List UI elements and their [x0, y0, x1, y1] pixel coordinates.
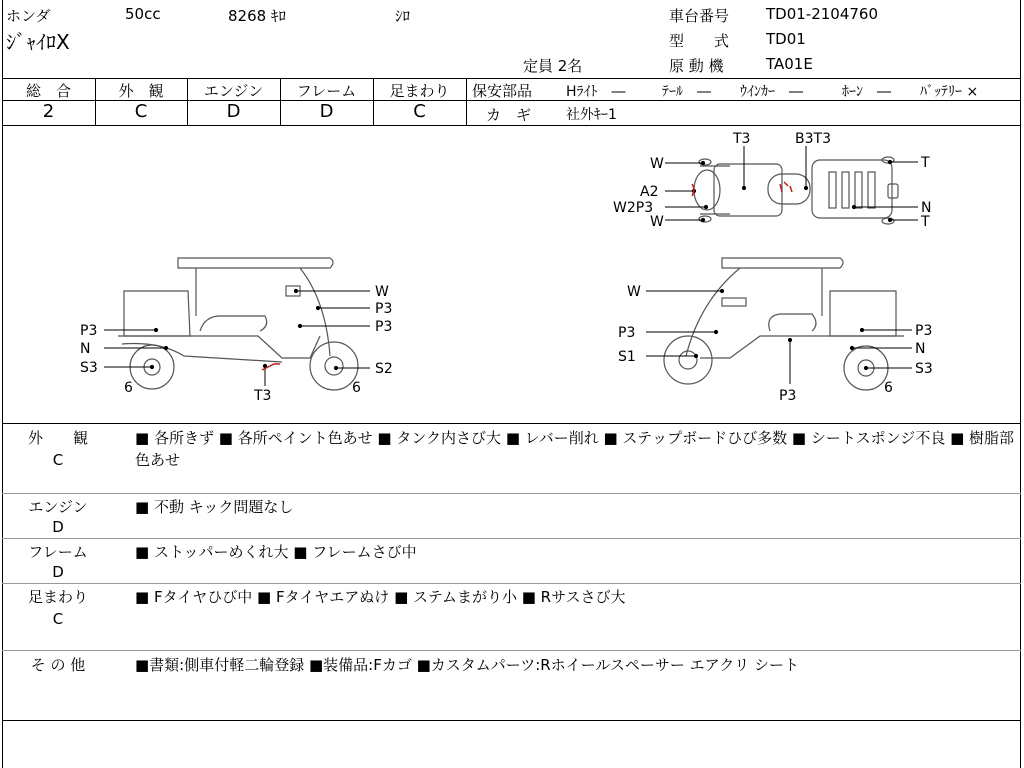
label-right-p3c: P3	[915, 323, 933, 339]
grade-head-suspension: 足まわり	[389, 82, 450, 100]
engine-label: 原 動 機	[669, 57, 724, 75]
divider-section-2	[2, 538, 1021, 539]
divider-section-1	[2, 493, 1021, 494]
divider-diagram	[2, 423, 1021, 424]
grade-frame: D	[319, 101, 334, 122]
displacement: 50cc	[125, 5, 161, 23]
top-view-scooter	[694, 157, 898, 224]
frame-no-label: 車台番号	[669, 7, 730, 25]
key-value: 社外ｷｰ1	[566, 107, 617, 123]
grade-suspension: C	[413, 101, 426, 122]
label-right-s3: S3	[915, 361, 933, 377]
right-view-scooter	[664, 258, 904, 390]
capacity: 定員 2名	[523, 57, 583, 75]
mileage: 8268 ｷﾛ	[228, 7, 286, 25]
grade-head-frame: フレーム	[296, 82, 357, 100]
grade-exterior: C	[134, 101, 148, 122]
red-marks	[262, 182, 792, 370]
section-frame-grade: D	[52, 563, 64, 581]
maker: ホンダ	[6, 7, 51, 25]
label-left-p3c: P3	[80, 323, 98, 339]
label-right-p3b: P3	[779, 388, 797, 404]
section-other-text: ■書類:側車付軽二輪登録 ■装備品:Fカゴ ■カスタムパーツ:Rホイールスペーサー エアクリ シート	[135, 656, 800, 674]
section-engine-grade: D	[52, 518, 64, 536]
label-top-a2: A2	[640, 184, 659, 200]
section-engine-label: エンジン	[28, 498, 88, 516]
model-name: ｼﾞｬｲﾛX	[6, 30, 70, 54]
type-label: 型 式	[669, 32, 730, 50]
divider-section-4	[2, 650, 1021, 651]
divider-section-5	[2, 720, 1021, 721]
section-frame-label: フレーム	[28, 543, 88, 561]
section-suspension-grade: C	[52, 610, 64, 628]
divider-header	[2, 78, 1021, 79]
grade-engine: D	[226, 101, 241, 122]
safety-battery: ﾊﾞｯﾃﾘｰ ×	[920, 84, 979, 100]
label-top-t2: T	[921, 214, 930, 230]
section-suspension-text: ■ Fタイヤひび中 ■ Fタイヤエアぬけ ■ ステムまがり小 ■ Rサスさび大	[135, 588, 626, 606]
grade-head-engine: エンジン	[203, 82, 264, 100]
divider-section-3	[2, 583, 1021, 584]
label-right-n: N	[915, 341, 926, 357]
safety-horn: ﾎｰﾝ ―	[842, 84, 891, 100]
section-other-label: そ の 他	[30, 656, 86, 674]
label-left-s2: S2	[375, 361, 393, 377]
grade-head-total: 総 合	[25, 82, 71, 100]
label-left-6b: 6	[352, 380, 361, 396]
damage-diagram	[0, 126, 1024, 423]
label-right-s1: S1	[618, 349, 636, 365]
label-left-t3: T3	[254, 388, 272, 404]
label-left-6a: 6	[124, 380, 133, 396]
label-top-t3: T3	[733, 131, 751, 147]
label-left-w: W	[375, 284, 389, 300]
key-label: カ ギ	[486, 106, 532, 124]
label-top-t1: T	[921, 155, 930, 171]
label-right-w: W	[627, 284, 641, 300]
section-frame-text: ■ ストッパーめくれ大 ■ フレームさび中	[135, 543, 417, 561]
section-exterior-grade: C	[52, 451, 64, 469]
section-engine-text: ■ 不動 キック問題なし	[135, 498, 294, 516]
engine-value: TA01E	[766, 55, 813, 73]
label-right-p3a: P3	[618, 325, 636, 341]
section-exterior-text: ■ 各所きず ■ 各所ペイント色あせ ■ タンク内さび大 ■ レバー削れ ■ ステップボードひび多数 ■ シートスポンジ不良 ■ 樹脂部色あせ	[135, 429, 1015, 469]
label-top-w2p3: W2P3	[613, 200, 654, 216]
label-right-6: 6	[884, 380, 893, 396]
label-left-p3a: P3	[375, 301, 393, 317]
label-left-s3: S3	[80, 360, 98, 376]
label-left-p3b: P3	[375, 319, 393, 335]
label-top-n: N	[921, 200, 932, 216]
grade-total: 2	[42, 101, 55, 122]
safety-winker: ｳｲﾝｶｰ ―	[740, 84, 803, 100]
section-suspension-label: 足まわり	[27, 588, 88, 606]
left-view-scooter	[118, 258, 358, 390]
color: ｼﾛ	[395, 7, 411, 25]
frame-no: TD01-2104760	[766, 5, 879, 23]
safety-label: 保安部品	[472, 82, 533, 100]
safety-taillight: ﾃｰﾙ ―	[662, 84, 711, 100]
label-top-w1: W	[650, 156, 664, 172]
safety-headlight: Hﾗｲﾄ ―	[566, 84, 626, 100]
section-exterior-label: 外 観	[27, 429, 88, 447]
label-left-n: N	[80, 341, 91, 357]
label-top-b3t3: B3T3	[795, 131, 831, 147]
grade-col-line	[466, 78, 467, 125]
label-top-w2: W	[650, 214, 664, 230]
type-value: TD01	[766, 30, 806, 48]
grade-head-exterior: 外 観	[118, 82, 164, 100]
